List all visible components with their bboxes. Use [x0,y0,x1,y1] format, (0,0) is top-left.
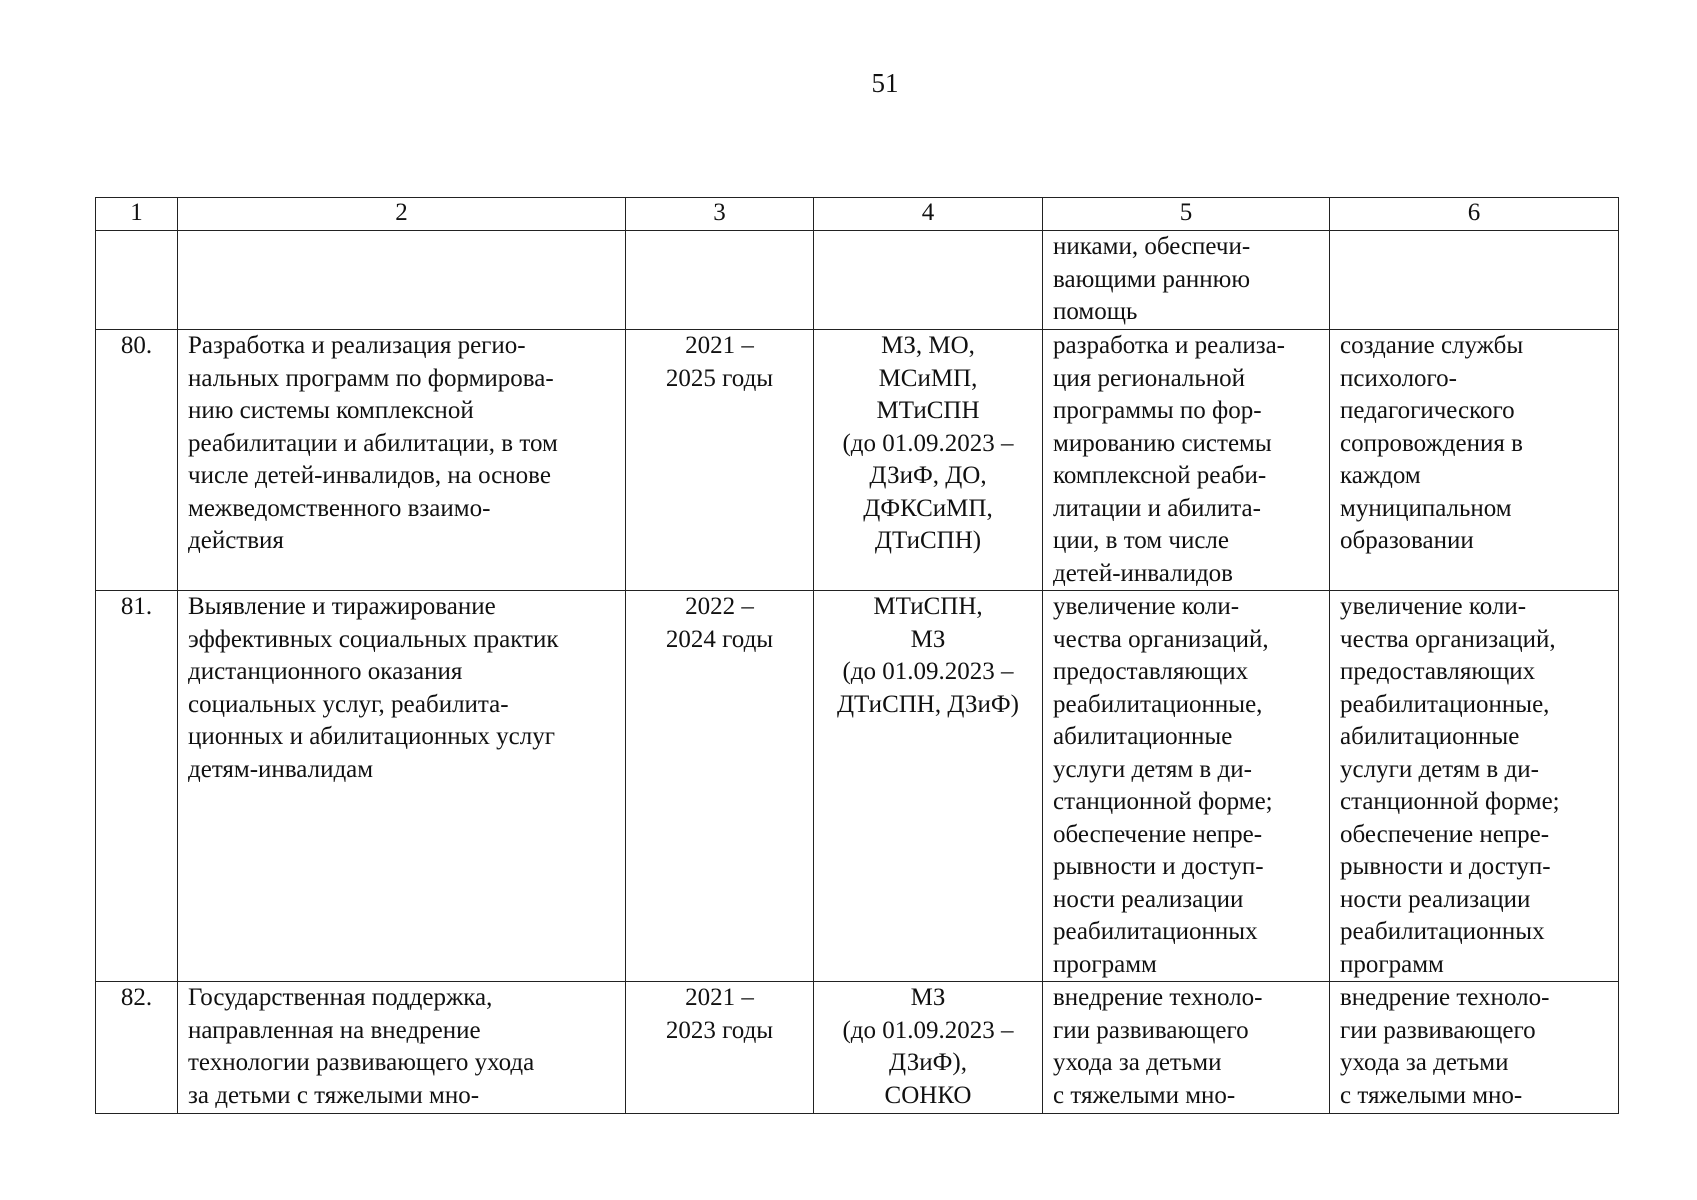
measure-cell: Государственная поддержка, направленная на внедрение технологии развивающего ухода за детьми с тяжелыми мно- [178,982,626,1114]
indicator-cell: увеличение коли- чества организаций, предоставляющих реабилитационные, абилитационные услуги детям в ди- станционной форме; обеспечение непре- рывности и доступ- ности реализации реабилитационных программ [1330,591,1619,982]
column-header: 2 [178,198,626,231]
table-row [96,330,1619,591]
row-number: 80. [96,330,178,591]
period-cell [626,231,814,330]
responsible-cell: МТиСПН, МЗ (до 01.09.2023 – ДТиСПН, ДЗиФ) [814,591,1043,982]
period-cell: 2022 – 2024 годы [626,591,814,982]
responsible-cell: МЗ, МО, МСиМП, МТиСПН (до 01.09.2023 – ДЗиФ, ДО, ДФКСиМП, ДТиСПН) [814,330,1043,591]
measure-cell: Разработка и реализация регио- нальных программ по формирова- нию системы комплексной реабилитации и абилитации, в том числе детей-инвалидов, на основе межведомственного взаимо- действия [178,330,626,591]
table-row [96,591,1619,982]
column-header: 5 [1043,198,1330,231]
row-number: 81. [96,591,178,982]
result-cell: разработка и реализа- ция региональной программы по фор- мированию системы комплексной реаби- литации и абилита- ции, в том числе детей-инвалидов [1043,330,1330,591]
result-cell: никами, обеспечи- вающими раннюю помощь [1043,231,1330,330]
period-cell: 2021 – 2025 годы [626,330,814,591]
period-cell: 2021 – 2023 годы [626,982,814,1114]
measure-cell [178,231,626,330]
result-cell: внедрение техноло- гии развивающего ухода за детьми с тяжелыми мно- [1043,982,1330,1114]
indicator-cell [1330,231,1619,330]
column-header: 1 [96,198,178,231]
measures-table [95,197,1619,1114]
indicator-cell: создание службы психолого- педагогического сопровождения в каждом муниципальном образовании [1330,330,1619,591]
row-number [96,231,178,330]
measure-cell: Выявление и тиражирование эффективных социальных практик дистанционного оказания социальных услуг, реабилита- ционных и абилитационных услуг детям-инвалидам [178,591,626,982]
column-header: 6 [1330,198,1619,231]
responsible-cell [814,231,1043,330]
page-number: 51 [871,68,899,98]
table-row [96,231,1619,330]
table-header-row [96,198,1619,231]
table-row [96,982,1619,1114]
column-header: 3 [626,198,814,231]
row-number: 82. [96,982,178,1114]
indicator-cell: внедрение техноло- гии развивающего ухода за детьми с тяжелыми мно- [1330,982,1619,1114]
result-cell: увеличение коли- чества организаций, предоставляющих реабилитационные, абилитационные услуги детям в ди- станционной форме; обеспечение непре- рывности и доступ- ности реализации реабилитационных программ [1043,591,1330,982]
column-header: 4 [814,198,1043,231]
responsible-cell: МЗ (до 01.09.2023 – ДЗиФ), СОНКО [814,982,1043,1114]
